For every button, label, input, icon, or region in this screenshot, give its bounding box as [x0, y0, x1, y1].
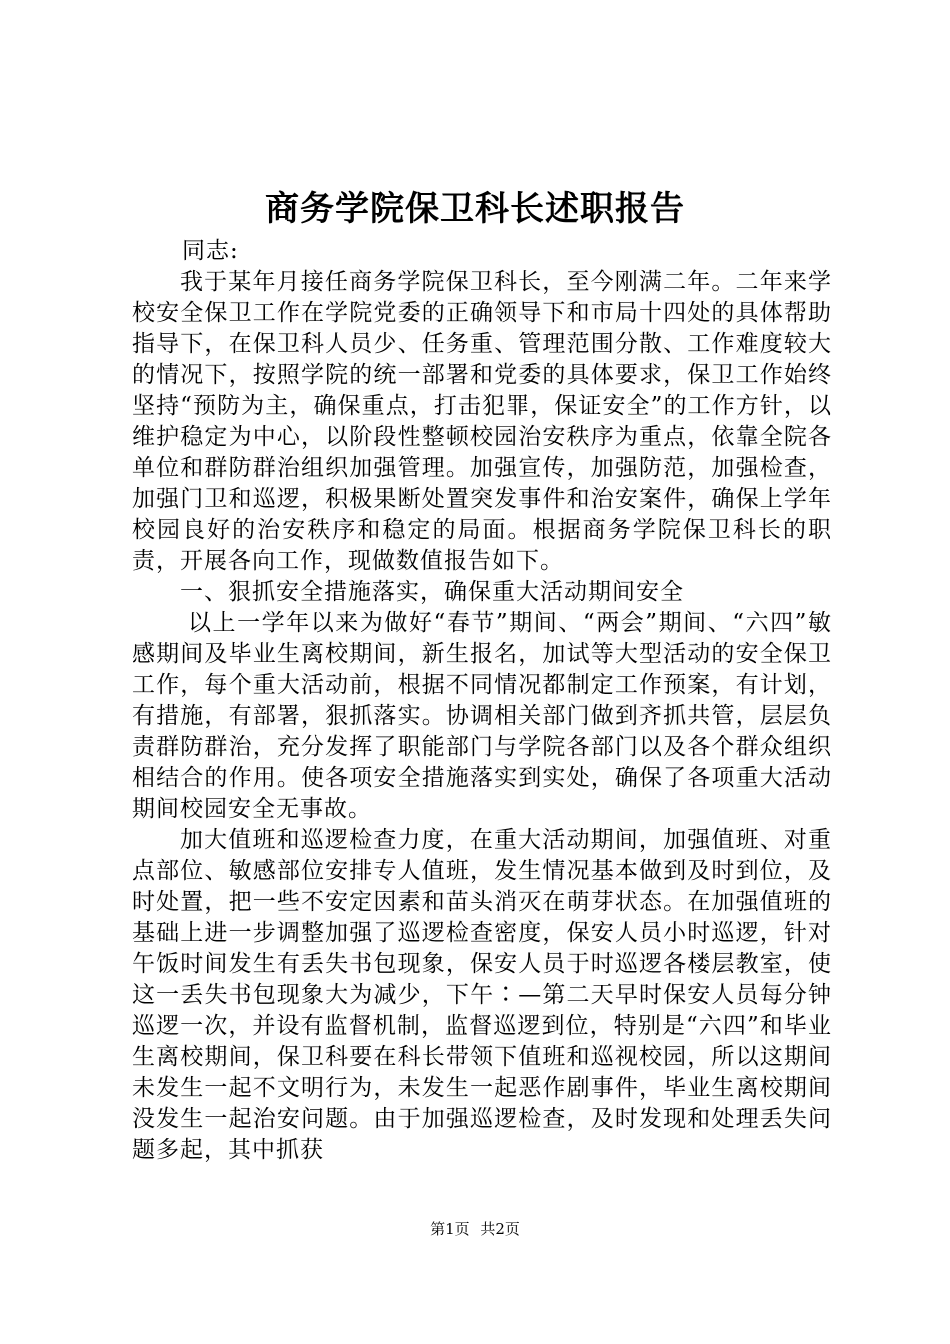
paragraph-patrol: 加大值班和巡逻检查力度，在重大活动期间，加强值班、对重点部位、敏感部位安排专人值班，发生情况基本做到及时到位，及时处置，把一些不安定因素和苗头消灭在萌芽状态。在加强值班的基础上进一步调整加强了巡逻检查密度，保安人员小时巡逻，针对午饭时间发生有丢失书包现象，保安人员于时巡逻各楼层教室，使这一丢失书包现象大为减少，下午∶—第二天早时保安人员每分钟巡逻一次，并设有监督机制，监督巡逻到位，特别是“六四”和毕业生离校期间，保卫科要在科长带领下值班和巡视校园，所以这期间未发生一起不文明行为，未发生一起恶作剧事件，毕业生离校期间没发生一起治安问题。由于加强巡逻检查，及时发现和处理丢失问题多起，其中抓获: [132, 827, 832, 1163]
paragraph-section-1: 以上一学年以来为做好“春节”期间、“两会”期间、“六四”敏感期间及毕业生离校期间，新生报名，加试等大型活动的安全保卫工作，每个重大活动前，根据不同情况都制定工作预案，有计划，有措施，有部署，狠抓落实。协调相关部门做到齐抓共管，层层负责群防群治，充分发挥了职能部门与学院各部门以及各个群众组织相结合的作用。使各项安全措施落实到实处，确保了各项重大活动期间校园安全无事故。: [132, 610, 832, 822]
section-heading: 一、狠抓安全措施落实，确保重大活动期间安全: [180, 579, 684, 605]
page-total: 共2页: [480, 1220, 520, 1238]
page-number: 第1页: [430, 1220, 470, 1238]
paragraph-intro: 我于某年月接任商务学院保卫科长，至今刚满二年。二年来学校安全保卫工作在学院党委的正确领导下和市局十四处的具体帮助指导下，在保卫科人员少、任务重、管理范围分散、工作难度较大的情况下，按照学院的统一部署和党委的具体要求，保卫工作始终坚持“预防为主，确保重点，打击犯罪，保证安全”的工作方针，以维护稳定为中心，以阶段性整顿校园治安秩序为重点，依靠全院各单位和群防群治组织加强管理。加强宣传，加强防范，加强检查，加强门卫和巡逻，积极果断处置突发事件和治安案件，确保上学年校园良好的治安秩序和稳定的局面。根据商务学院保卫科长的职责，开展各向工作，现做数值报告如下。: [132, 269, 832, 574]
salutation: 同志:: [182, 238, 239, 264]
page-footer: [0, 1219, 950, 1239]
document-title: 商务学院保卫科长述职报告: [265, 189, 685, 229]
document-body: [132, 236, 832, 1166]
